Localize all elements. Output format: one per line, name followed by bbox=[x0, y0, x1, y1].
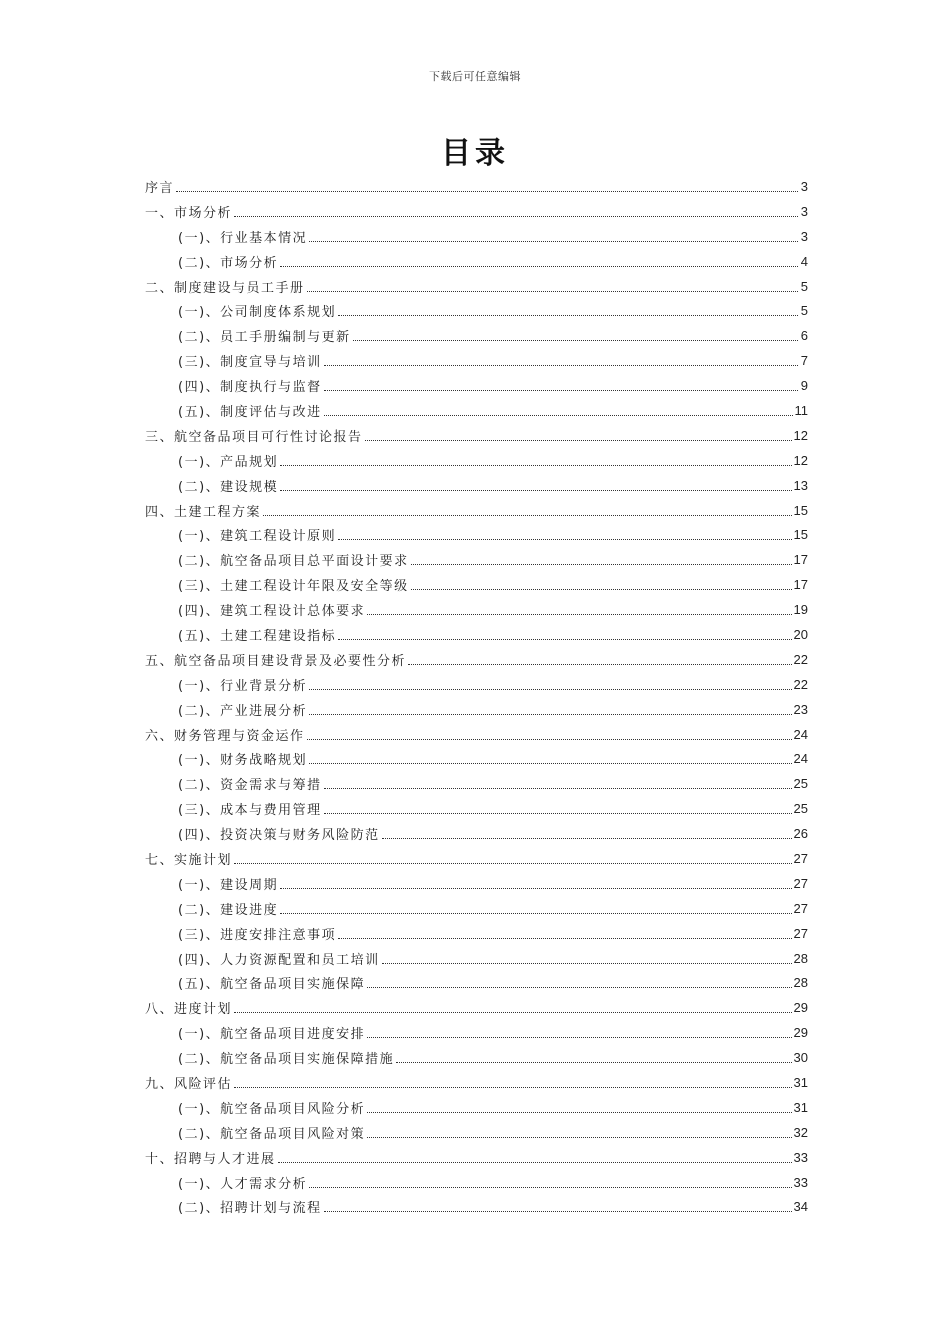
toc-chapter-entry[interactable] bbox=[145, 423, 808, 448]
toc-entry-label: 三、航空备品项目可行性讨论报告 bbox=[145, 429, 363, 445]
toc-chapter-entry[interactable] bbox=[145, 995, 808, 1020]
toc-section-entry[interactable] bbox=[145, 896, 808, 921]
toc-dot-leader bbox=[324, 788, 792, 789]
toc-page-number: 24 bbox=[793, 751, 808, 767]
toc-entry-label: 八、进度计划 bbox=[145, 1002, 233, 1018]
toc-dot-leader bbox=[338, 639, 791, 640]
toc-section-entry[interactable] bbox=[145, 971, 808, 996]
toc-page-number: 17 bbox=[793, 577, 808, 593]
toc-dot-leader bbox=[234, 216, 798, 217]
toc-dot-leader bbox=[353, 340, 798, 341]
toc-dot-leader bbox=[324, 390, 798, 391]
toc-dot-leader bbox=[338, 315, 798, 316]
toc-entry-label: (二)、招聘计划与流程 bbox=[178, 1201, 322, 1217]
toc-page-number: 12 bbox=[793, 452, 808, 468]
toc-dot-leader bbox=[309, 1187, 791, 1188]
toc-entry-label: (一)、行业背景分析 bbox=[178, 678, 308, 694]
toc-page-number: 3 bbox=[800, 178, 808, 194]
toc-section-entry[interactable] bbox=[145, 1020, 808, 1045]
toc-entry-label: (四)、制度执行与监督 bbox=[178, 380, 322, 396]
toc-page-number: 3 bbox=[800, 228, 808, 244]
toc-entry-label: (一)、财务战略规划 bbox=[178, 753, 308, 769]
toc-page-number: 29 bbox=[793, 1025, 808, 1041]
toc-section-entry[interactable] bbox=[145, 746, 808, 771]
toc-dot-leader bbox=[280, 266, 798, 267]
toc-dot-leader bbox=[324, 1211, 792, 1212]
toc-entry-label: (四)、人力资源配置和员工培训 bbox=[178, 952, 380, 968]
toc-entry-label: 六、财务管理与资金运作 bbox=[145, 728, 305, 744]
toc-dot-leader bbox=[307, 291, 798, 292]
toc-page-number: 33 bbox=[793, 1149, 808, 1165]
toc-dot-leader bbox=[263, 515, 792, 516]
toc-dot-leader bbox=[324, 415, 793, 416]
toc-dot-leader bbox=[411, 564, 792, 565]
toc-section-entry[interactable] bbox=[145, 1095, 808, 1120]
toc-entry-label: (二)、航空备品项目总平面设计要求 bbox=[178, 554, 409, 570]
toc-entry-label: (四)、建筑工程设计总体要求 bbox=[178, 604, 366, 620]
toc-page-number: 9 bbox=[800, 378, 808, 394]
toc-chapter-entry[interactable] bbox=[145, 1145, 808, 1170]
toc-page-number: 19 bbox=[793, 602, 808, 618]
toc-section-entry[interactable] bbox=[145, 921, 808, 946]
toc-dot-leader bbox=[176, 191, 798, 192]
toc-entry-label: (二)、员工手册编制与更新 bbox=[178, 330, 351, 346]
toc-dot-leader bbox=[408, 664, 792, 665]
toc-page-number: 30 bbox=[793, 1050, 808, 1066]
toc-chapter-entry[interactable] bbox=[145, 274, 808, 299]
toc-section-entry[interactable] bbox=[145, 672, 808, 697]
toc-section-entry[interactable] bbox=[145, 771, 808, 796]
toc-page-number: 5 bbox=[800, 303, 808, 319]
toc-entry-label: 二、制度建设与员工手册 bbox=[145, 280, 305, 296]
toc-entry-label: (三)、成本与费用管理 bbox=[178, 803, 322, 819]
toc-entry-label: (五)、制度评估与改进 bbox=[178, 404, 322, 420]
toc-page-number: 17 bbox=[793, 552, 808, 568]
toc-chapter-entry[interactable] bbox=[145, 174, 808, 199]
toc-entry-label: (二)、航空备品项目风险对策 bbox=[178, 1126, 366, 1142]
toc-dot-leader bbox=[307, 739, 792, 740]
toc-dot-leader bbox=[365, 440, 792, 441]
toc-chapter-entry[interactable] bbox=[145, 722, 808, 747]
toc-dot-leader bbox=[309, 714, 791, 715]
toc-section-entry[interactable] bbox=[145, 572, 808, 597]
toc-section-entry[interactable] bbox=[145, 249, 808, 274]
toc-section-entry[interactable] bbox=[145, 1170, 808, 1195]
toc-dot-leader bbox=[382, 963, 792, 964]
toc-entry-label: (二)、资金需求与筹措 bbox=[178, 778, 322, 794]
toc-page-number: 15 bbox=[793, 527, 808, 543]
toc-dot-leader bbox=[324, 365, 798, 366]
toc-dot-leader bbox=[309, 763, 791, 764]
toc-page-number: 5 bbox=[800, 278, 808, 294]
toc-chapter-entry[interactable] bbox=[145, 846, 808, 871]
toc-chapter-entry[interactable] bbox=[145, 498, 808, 523]
toc-entry-label: (一)、航空备品项目进度安排 bbox=[178, 1027, 366, 1043]
toc-section-entry[interactable] bbox=[145, 697, 808, 722]
toc-entry-label: (二)、建设规模 bbox=[178, 479, 279, 495]
toc-page-number: 26 bbox=[793, 826, 808, 842]
toc-dot-leader bbox=[324, 813, 792, 814]
toc-entry-label: (一)、行业基本情况 bbox=[178, 230, 308, 246]
toc-entry-label: (三)、土建工程设计年限及安全等级 bbox=[178, 579, 409, 595]
toc-section-entry[interactable] bbox=[145, 622, 808, 647]
toc-page-number: 7 bbox=[800, 353, 808, 369]
toc-dot-leader bbox=[367, 1037, 791, 1038]
toc-entry-label: (三)、制度宣导与培训 bbox=[178, 355, 322, 371]
toc-page-number: 29 bbox=[793, 1000, 808, 1016]
toc-page-number: 27 bbox=[793, 900, 808, 916]
toc-dot-leader bbox=[234, 1087, 792, 1088]
toc-page-number: 13 bbox=[793, 477, 808, 493]
toc-dot-leader bbox=[411, 589, 792, 590]
toc-entry-label: (二)、产业进展分析 bbox=[178, 703, 308, 719]
toc-entry-label: (一)、公司制度体系规划 bbox=[178, 305, 337, 321]
toc-page-number: 31 bbox=[793, 1099, 808, 1115]
toc-page-number: 25 bbox=[793, 801, 808, 817]
toc-chapter-entry[interactable] bbox=[145, 647, 808, 672]
toc-section-entry[interactable] bbox=[145, 946, 808, 971]
toc-page-number: 27 bbox=[793, 875, 808, 891]
toc-entry-label: 序言 bbox=[145, 180, 175, 196]
toc-section-entry[interactable] bbox=[145, 323, 808, 348]
toc-dot-leader bbox=[396, 1062, 791, 1063]
toc-page-number: 23 bbox=[793, 701, 808, 717]
toc-page-number: 28 bbox=[793, 975, 808, 991]
toc-dot-leader bbox=[280, 465, 791, 466]
toc-page-number: 22 bbox=[793, 676, 808, 692]
toc-chapter-entry[interactable] bbox=[145, 1070, 808, 1095]
toc-entry-label: (四)、投资决策与财务风险防范 bbox=[178, 828, 380, 844]
toc-page-number: 11 bbox=[794, 402, 808, 418]
toc-dot-leader bbox=[278, 1162, 792, 1163]
toc-dot-leader bbox=[382, 838, 792, 839]
toc-section-entry[interactable] bbox=[145, 821, 808, 846]
toc-entry-label: 九、风险评估 bbox=[145, 1077, 233, 1092]
toc-dot-leader bbox=[338, 539, 791, 540]
toc-dot-leader bbox=[234, 863, 792, 864]
toc-page-number: 3 bbox=[800, 203, 808, 219]
toc-title: 目录 bbox=[441, 136, 509, 171]
toc-entry-label: 七、实施计划 bbox=[145, 852, 233, 868]
toc-page-number: 25 bbox=[793, 776, 808, 792]
toc-entry-label: 四、土建工程方案 bbox=[145, 504, 262, 520]
toc-entry-label: (一)、建设周期 bbox=[178, 877, 279, 893]
toc-dot-leader bbox=[280, 888, 791, 889]
toc-section-entry[interactable] bbox=[145, 1045, 808, 1070]
toc-dot-leader bbox=[367, 1137, 791, 1138]
toc-entry-label: (一)、航空备品项目风险分析 bbox=[178, 1101, 366, 1117]
toc-page-number: 27 bbox=[793, 850, 808, 866]
toc-dot-leader bbox=[367, 614, 791, 615]
toc-page-number: 28 bbox=[793, 950, 808, 966]
toc-page-number: 4 bbox=[800, 253, 808, 269]
toc-entry-label: (二)、市场分析 bbox=[178, 255, 279, 271]
toc-dot-leader bbox=[309, 241, 798, 242]
toc-dot-leader bbox=[280, 913, 791, 914]
toc-section-entry[interactable] bbox=[145, 597, 808, 622]
toc-dot-leader bbox=[367, 1112, 791, 1113]
toc-dot-leader bbox=[280, 490, 791, 491]
toc-section-entry[interactable] bbox=[145, 1120, 808, 1145]
toc-section-entry[interactable] bbox=[145, 522, 808, 547]
toc-section-entry[interactable] bbox=[145, 1195, 808, 1220]
table-of-contents bbox=[145, 174, 808, 1219]
toc-page-number: 12 bbox=[793, 427, 808, 443]
toc-page-number: 27 bbox=[793, 925, 808, 941]
toc-entry-label: (一)、人才需求分析 bbox=[178, 1176, 308, 1192]
toc-section-entry[interactable] bbox=[145, 224, 808, 249]
toc-entry-label: 一、市场分析 bbox=[145, 205, 233, 221]
toc-chapter-entry[interactable] bbox=[145, 199, 808, 224]
toc-page-number: 31 bbox=[793, 1075, 808, 1090]
toc-section-entry[interactable] bbox=[145, 871, 808, 896]
toc-section-entry[interactable] bbox=[145, 298, 808, 323]
toc-entry-label: (一)、产品规划 bbox=[178, 454, 279, 470]
toc-entry-label: (二)、航空备品项目实施保障措施 bbox=[178, 1052, 395, 1068]
toc-section-entry[interactable] bbox=[145, 348, 808, 373]
toc-page-number: 32 bbox=[793, 1124, 808, 1140]
toc-entry-label: 五、航空备品项目建设背景及必要性分析 bbox=[145, 653, 407, 669]
toc-entry-label: (三)、进度安排注意事项 bbox=[178, 927, 337, 943]
toc-page-number: 20 bbox=[793, 626, 808, 642]
toc-entry-label: (二)、建设进度 bbox=[178, 902, 279, 918]
toc-page-number: 34 bbox=[793, 1199, 808, 1215]
toc-page-number: 6 bbox=[800, 328, 808, 344]
toc-section-entry[interactable] bbox=[145, 373, 808, 398]
header-note: 下载后可任意编辑 bbox=[429, 70, 521, 83]
toc-entry-label: (五)、土建工程建设指标 bbox=[178, 628, 337, 644]
toc-dot-leader bbox=[309, 689, 791, 690]
toc-section-entry[interactable] bbox=[145, 448, 808, 473]
toc-dot-leader bbox=[338, 938, 791, 939]
toc-section-entry[interactable] bbox=[145, 473, 808, 498]
toc-entry-label: (五)、航空备品项目实施保障 bbox=[178, 977, 366, 993]
toc-dot-leader bbox=[234, 1012, 792, 1013]
toc-section-entry[interactable] bbox=[145, 547, 808, 572]
toc-page-number: 22 bbox=[793, 651, 808, 667]
toc-page-number: 33 bbox=[793, 1174, 808, 1190]
toc-dot-leader bbox=[367, 987, 791, 988]
toc-entry-label: (一)、建筑工程设计原则 bbox=[178, 529, 337, 545]
toc-entry-label: 十、招聘与人才进展 bbox=[145, 1151, 276, 1167]
toc-section-entry[interactable] bbox=[145, 796, 808, 821]
toc-section-entry[interactable] bbox=[145, 398, 808, 423]
toc-page-number: 15 bbox=[793, 502, 808, 518]
toc-page-number: 24 bbox=[793, 726, 808, 742]
